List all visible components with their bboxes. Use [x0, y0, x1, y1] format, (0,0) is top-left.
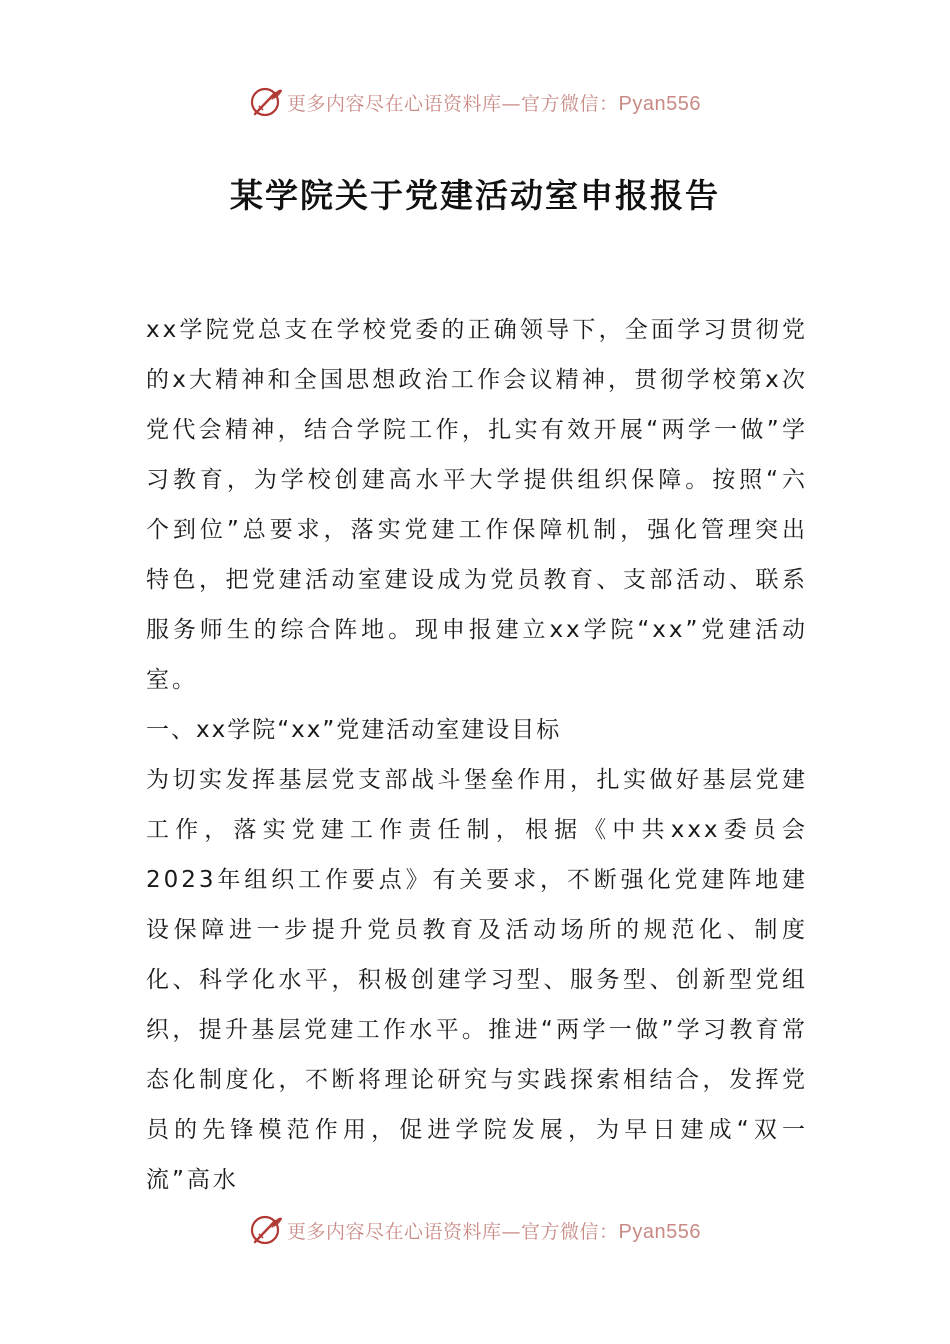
watermark-text: 更多内容尽在心语资料库—官方微信：Pyan556 [287, 1220, 701, 1243]
watermark-text: 更多内容尽在心语资料库—官方微信：Pyan556 [287, 92, 701, 115]
document-body [146, 305, 808, 1205]
section-heading-1: 一、xx学院“xx”党建活动室建设目标 [146, 717, 562, 743]
quill-logo-icon [249, 1213, 283, 1247]
paragraph-goal: 为切实发挥基层党支部战斗堡垒作用，扎实做好基层党建工作，落实党建工作责任制，根据《中共xxx委员会2023年组织工作要点》有关要求，不断强化党建阵地建设保障进一步提升党员教育及活动场所的规范化、制度化、科学化水平，积极创建学习型、服务型、创新型党组织，提升基层党建工作水平。推进“两学一做”学习教育常态化制度化，不断将理论研究与实践探索相结合，发挥党员的先锋模范作用，促进学院发展，为早日建成“双一流”高水 [146, 767, 808, 1193]
watermark-banner-top [0, 82, 950, 122]
document-title: 某学院关于党建活动室申报报告 [230, 176, 720, 215]
paragraph-intro: xx学院党总支在学校党委的正确领导下，全面学习贯彻党的x大精神和全国思想政治工作会议精神，贯彻学校第x次党代会精神，结合学院工作，扎实有效开展“两学一做”学习教育，为学校创建高水平大学提供组织保障。按照“六个到位”总要求，落实党建工作保障机制，强化管理突出特色，把党建活动室建设成为党员教育、支部活动、联系服务师生的综合阵地。现申报建立xx学院“xx”党建活动室。 [146, 317, 808, 693]
watermark-banner-bottom [0, 1210, 950, 1250]
quill-logo-icon [249, 85, 283, 119]
